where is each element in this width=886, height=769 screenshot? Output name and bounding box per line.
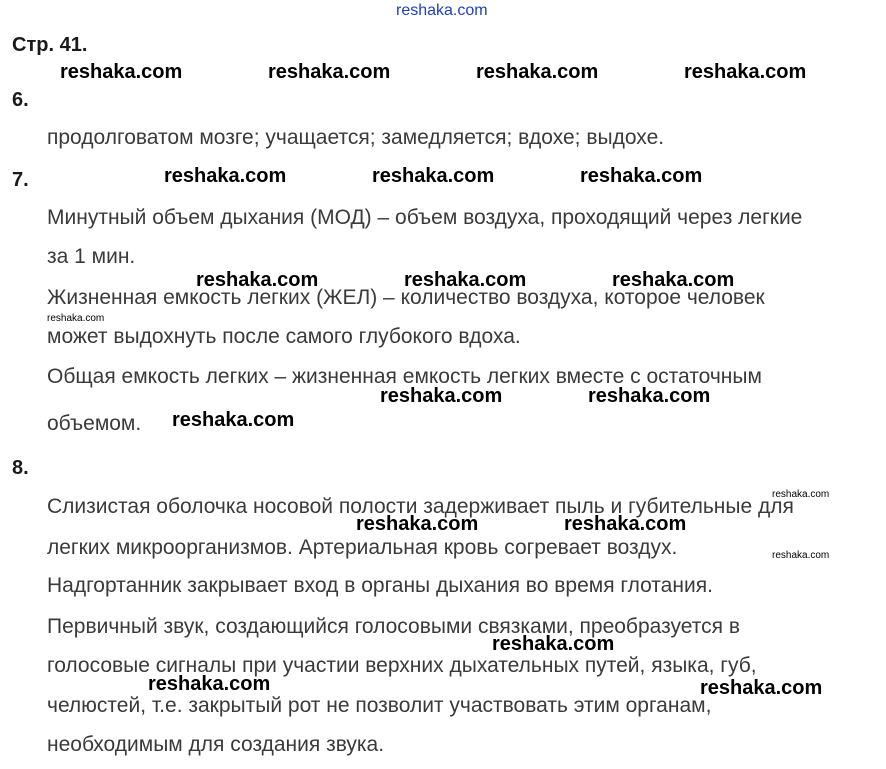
section-number-6: 6. bbox=[12, 89, 29, 111]
watermark: reshaka.com bbox=[580, 165, 703, 187]
watermark: reshaka.com bbox=[564, 513, 687, 535]
watermark: reshaka.com bbox=[172, 409, 295, 431]
watermark-small: reshaka.com bbox=[47, 313, 105, 324]
section-7-line-2: за 1 мин. bbox=[47, 245, 136, 268]
watermark-top: reshaka.com bbox=[396, 2, 488, 19]
watermark: reshaka.com bbox=[492, 633, 615, 655]
watermark: reshaka.com bbox=[612, 269, 735, 291]
section-7-line-4: может выдохнуть после самого глубокого вдоха. bbox=[47, 325, 521, 348]
section-8-line-4: Первичный звук, создающийся голосовыми связками, преобразуется в bbox=[47, 615, 740, 638]
section-6-line-1: продолговатом мозге; учащается; замедляется; вдохе; выдохе. bbox=[47, 126, 665, 149]
watermark: reshaka.com bbox=[196, 269, 319, 291]
watermark: reshaka.com bbox=[164, 165, 287, 187]
watermark: reshaka.com bbox=[684, 61, 807, 83]
section-number-8: 8. bbox=[12, 457, 29, 479]
section-7-line-3: Жизненная емкость легких (ЖЕЛ) – количество воздуха, которое человек bbox=[47, 286, 765, 309]
section-8-line-3: Надгортанник закрывает вход в органы дыхания во время глотания. bbox=[47, 574, 713, 597]
section-8-line-1: Слизистая оболочка носовой полости задерживает пыль и губительные для bbox=[47, 495, 794, 518]
watermark: reshaka.com bbox=[476, 61, 599, 83]
section-number-7: 7. bbox=[12, 169, 29, 191]
section-8-line-7: необходимым для создания звука. bbox=[47, 733, 385, 756]
section-8-line-5: голосовые сигналы при участии верхних дыхательных путей, языка, губ, bbox=[47, 654, 757, 677]
watermark: reshaka.com bbox=[588, 385, 711, 407]
watermark-small: reshaka.com bbox=[772, 489, 830, 500]
section-8-line-2: легких микроорганизмов. Артериальная кровь согревает воздух. bbox=[47, 536, 678, 559]
watermark: reshaka.com bbox=[380, 385, 503, 407]
watermark: reshaka.com bbox=[356, 513, 479, 535]
section-8-line-6: челюстей, т.е. закрытый рот не позволит участвовать этим органам, bbox=[47, 694, 712, 717]
watermark: reshaka.com bbox=[148, 673, 271, 695]
watermark: reshaka.com bbox=[268, 61, 391, 83]
watermark: reshaka.com bbox=[404, 269, 527, 291]
section-7-line-6: объемом. bbox=[47, 412, 142, 435]
watermark: reshaka.com bbox=[60, 61, 183, 83]
watermark: reshaka.com bbox=[372, 165, 495, 187]
page-header: Стр. 41. bbox=[12, 34, 88, 56]
section-7-line-5: Общая емкость легких – жизненная емкость легких вместе с остаточным bbox=[47, 365, 762, 388]
watermark: reshaka.com bbox=[700, 677, 823, 699]
watermark-small: reshaka.com bbox=[772, 550, 830, 561]
section-7-line-1: Минутный объем дыхания (МОД) – объем воздуха, проходящий через легкие bbox=[47, 206, 803, 229]
